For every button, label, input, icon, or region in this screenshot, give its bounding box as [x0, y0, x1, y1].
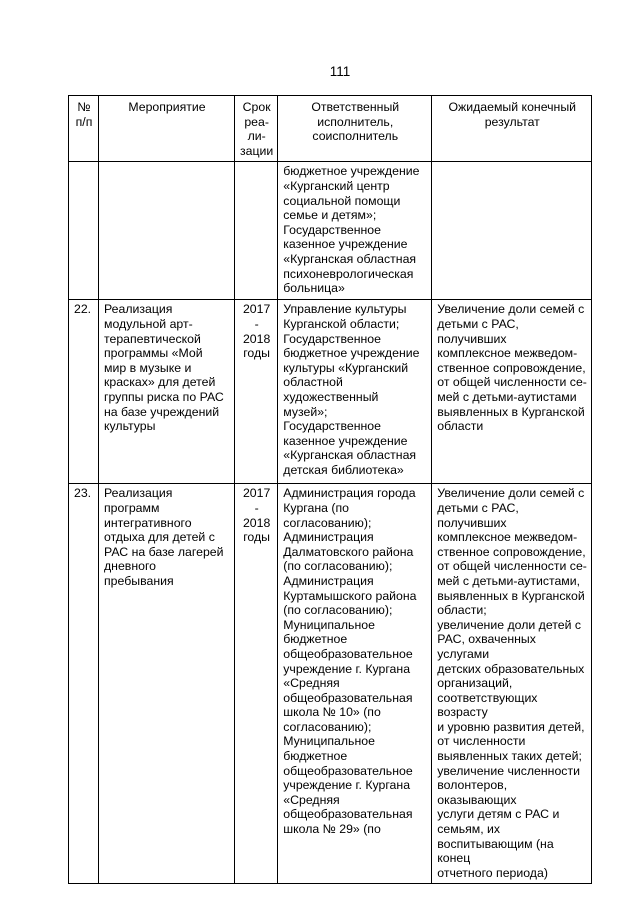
row-period: 2017 - 2018 годы: [235, 300, 278, 484]
table-header-row: [69, 96, 592, 162]
row-result: Увеличение доли семей с детьми с РАС, получивших комплексное межведом- ственное сопровождение, от общей численности се- мей с детьми-аутистами, выявленных в Курганской области; увеличение доли детей с РАС, охваченных услугами детских образовательных организаций, соответствующих возрасту и уровню развития детей, от численности выявленных таких детей; увеличение численности волонтеров, оказывающих услуги детям с РАС и семьям, их воспитывающим (на конец отчетного периода): [432, 484, 592, 884]
table-row: [69, 300, 592, 484]
header-executor: Ответственный исполнитель, соисполнитель: [278, 96, 432, 162]
row-executor: бюджетное учреждение «Курганский центр социальной помощи семье и детям»; Государственное казенное учреждение «Курганская областная психоневрологическая больница»: [278, 162, 432, 300]
row-event: Реализация программ интегративного отдыха для детей с РАС на базе лагерей дневного пребывания: [99, 484, 235, 884]
header-period: Срок реа- ли- зации: [235, 96, 278, 162]
row-period: [235, 162, 278, 300]
row-result: [432, 162, 592, 300]
row-event: Реализация модульной арт- терапевтической программы «Мой мир в музыке и красках» для детей группы риска по РАС на базе учреждений культуры: [99, 300, 235, 484]
row-executor: Администрация города Кургана (по согласованию); Администрация Далматовского района (по согласованию); Администрация Куртамышского района (по согласованию); Муниципальное бюджетное общеобразовательное учреждение г. Кургана «Средняя общеобразовательная школа № 10» (по согласованию); Муниципальное бюджетное общеобразовательное учреждение г. Кургана «Средняя общеобразовательная школа № 29» (по: [278, 484, 432, 884]
row-event: [99, 162, 235, 300]
header-result: Ожидаемый конечный результат: [432, 96, 592, 162]
row-number: 22.: [69, 300, 99, 484]
row-number: [69, 162, 99, 300]
action-plan-table: [68, 95, 592, 884]
table-row: [69, 484, 592, 884]
row-executor: Управление культуры Курганской области; Государственное бюджетное учреждение культуры «Курганский областной художественный музей»; Государственное казенное учреждение «Курганская областная детская библиотека»: [278, 300, 432, 484]
header-number: № п/п: [69, 96, 99, 162]
row-period: 2017 - 2018 годы: [235, 484, 278, 884]
table-row: [69, 162, 592, 300]
row-result: Увеличение доли семей с детьми с РАС, получивших комплексное межведом- ственное сопровождение, от общей численности се- мей с детьми-аутистами выявленных в Курганской области: [432, 300, 592, 484]
row-number: 23.: [69, 484, 99, 884]
header-event: Мероприятие: [99, 96, 235, 162]
page-number: 111: [329, 64, 351, 79]
